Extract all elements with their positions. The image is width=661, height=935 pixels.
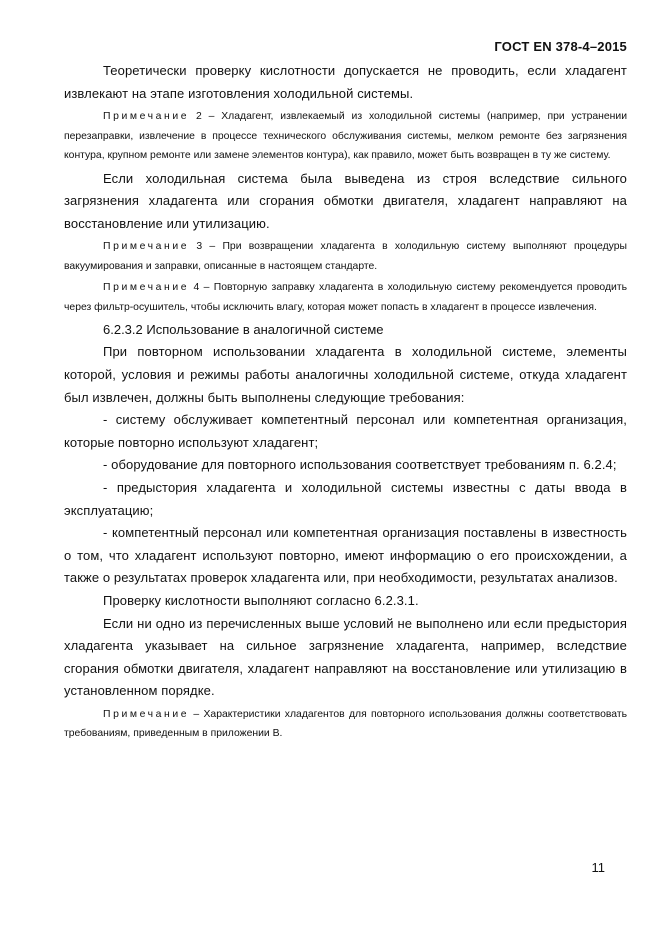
list-item: - предыстория хладагента и холодильной системы известны с даты ввода в эксплуатацию; bbox=[64, 480, 627, 518]
paragraph: Если холодильная система была выведена из строя вследствие сильного загрязнения хладагента или сгорания обмотки двигателя, хладагент направляют на восстановление или утилизацию. bbox=[64, 170, 627, 231]
note-text: 4 – Повторную заправку хладагента в холодильную систему рекомендуется проводить через фильтр-осушитель, чтобы исключить влагу, которая может попасть в хладагент в процессе извлечения. bbox=[64, 282, 627, 313]
note-text: 3 – При возвращении хладагента в холодильную систему выполняют процедуры вакуумирования и заправки, описанные в настоящем стандарте. bbox=[64, 241, 627, 272]
note-text: 2 – Хладагент, извлекаемый из холодильной системы (например, при устранении перезаправки, извлечение в процессе технического обслуживания системы, мелком ремонте без загрязнения контура, крупном ремонте или замене элементов контура), как правило, может быть возвращен в ту же систему. bbox=[64, 111, 627, 162]
note bbox=[64, 278, 627, 317]
paragraph: Проверку кислотности выполняют согласно 6.2.3.1. bbox=[103, 593, 419, 608]
paragraph: Если ни одно из перечисленных выше условий не выполнено или если предыстория хладагента указывает на сильное загрязнение хладагента, например, вследствие сгорания обмотки двигателя, хладагент направляют на восстановление или утилизацию в установленном порядке. bbox=[64, 615, 627, 699]
page-body bbox=[64, 60, 627, 746]
paragraph: Теоретически проверку кислотности допускается не проводить, если хладагент извлекают на этапе изготовления холодильной системы. bbox=[64, 63, 627, 101]
note-label: Примечание bbox=[103, 111, 190, 123]
note-text: – Характеристики хладагентов для повторного использования должны соответствовать требованиям, приведенным в приложении В. bbox=[64, 708, 627, 740]
note-label: Примечание bbox=[103, 282, 190, 294]
document-id: ГОСТ EN 378-4–2015 bbox=[494, 39, 627, 54]
list-item: - систему обслуживает компетентный персонал или компетентная организация, которые повторно используют хладагент; bbox=[64, 412, 627, 450]
paragraph: При повторном использовании хладагента в холодильной системе, элементы которой, условия и режимы работы аналогичны холодильной системе, откуда хладагент был извлечен, должны быть выполнены следующие требования: bbox=[64, 344, 627, 405]
note bbox=[64, 237, 627, 276]
section-heading: 6.2.3.2 Использование в аналогичной системе bbox=[103, 322, 384, 338]
note bbox=[64, 705, 627, 744]
list-item: - компетентный персонал или компетентная организация поставлены в известность о том, что хладагент используют повторно, имеют информацию о его происхождении, а также о результатах проверок хладагента или, при необходимости, результатах анализов. bbox=[64, 525, 627, 586]
note-label: Примечание bbox=[103, 708, 190, 720]
note-label: Примечание bbox=[103, 241, 190, 253]
page-number: 11 bbox=[591, 860, 605, 875]
list-item: - оборудование для повторного использования соответствует требованиям п. 6.2.4; bbox=[103, 457, 617, 473]
note bbox=[64, 107, 627, 166]
